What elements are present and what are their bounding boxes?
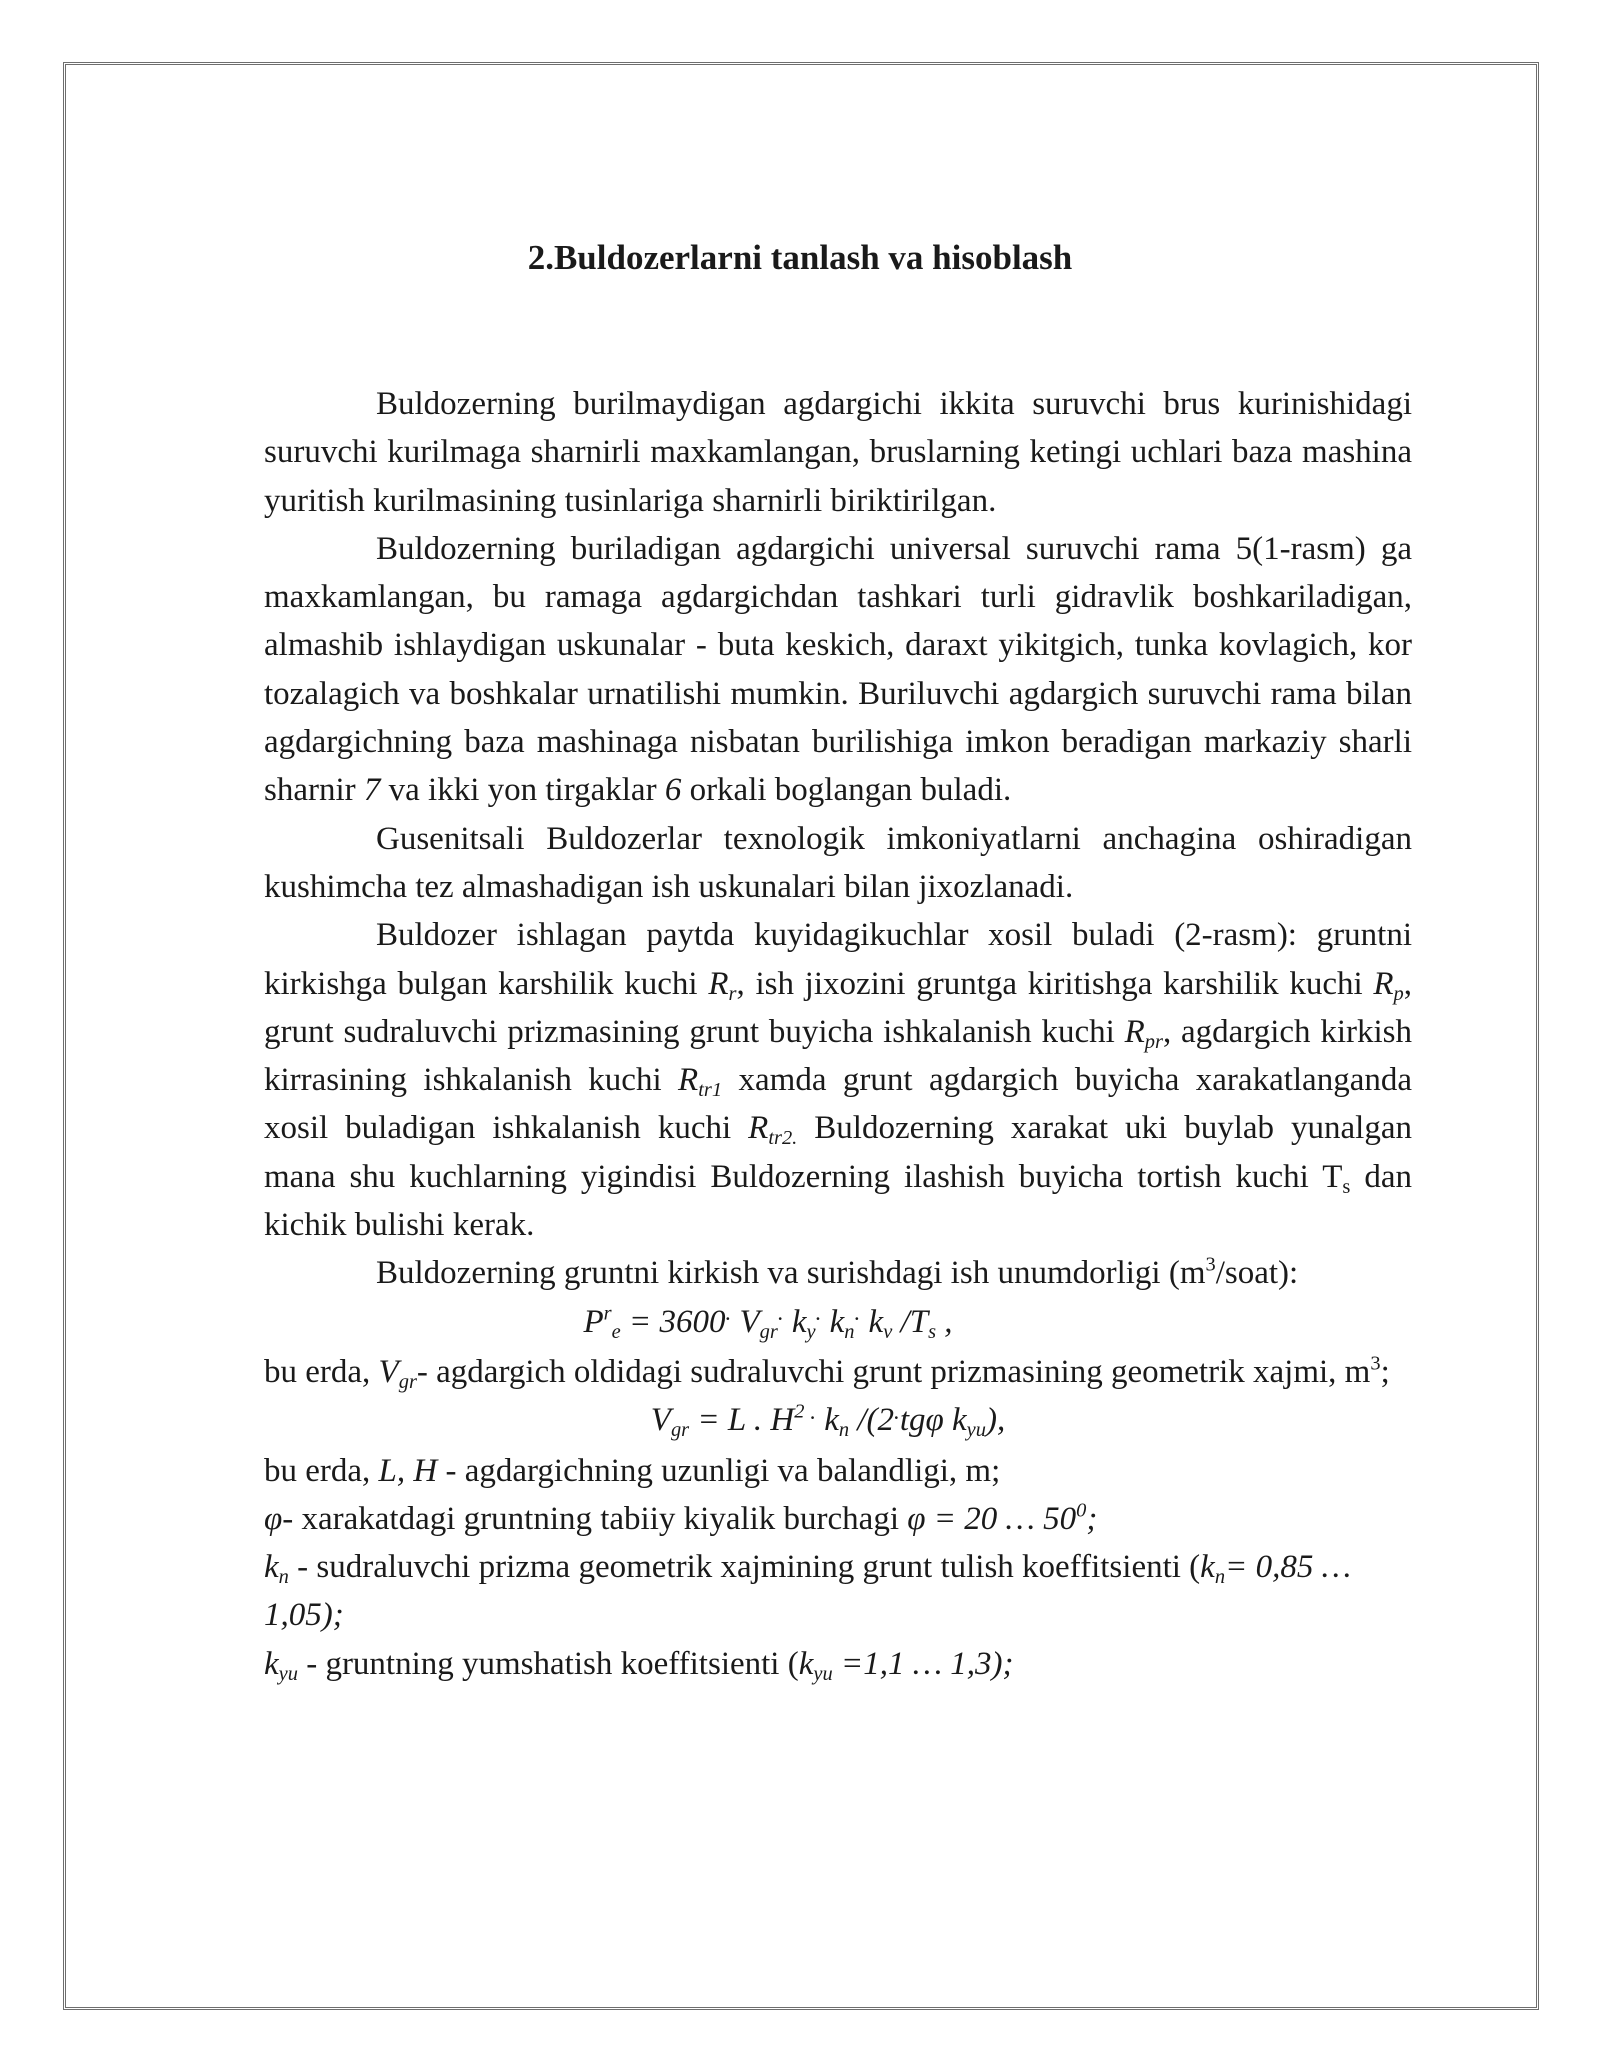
paragraph-4-text-g: dan kichik bulishi kerak. [264,1158,1412,1244]
f1-p: P [583,1303,604,1340]
paragraph-4-text-e: xamda grunt agdargich buyicha xarakatlanganda xosil buladigan ishkalanish kuchi [264,1062,1412,1147]
paragraph-5-text-b: /soat): [1215,1255,1299,1292]
f2-h-sup: 2 [794,1400,805,1423]
f1-eq: = 3600 [620,1303,726,1340]
definition-kyu [264,1640,1412,1688]
f1-dot-3: . [815,1299,822,1326]
d3-range: = 20 … 50 [925,1500,1077,1537]
paragraph-5 [264,1249,1412,1297]
d4-k-2: k [1200,1549,1215,1586]
f1-dot-2: . [777,1299,784,1326]
f2-text-b: /(2 [849,1402,895,1439]
f1-dot-4: . [854,1299,861,1326]
d4-k: k [264,1549,279,1586]
d5-k: k [264,1645,279,1682]
formula-volume [264,1396,1412,1446]
d3-phi: φ [264,1500,283,1537]
f1-ts-sub: s [928,1320,937,1343]
f1-kn: k [821,1303,845,1340]
symbol-r-tr1: R [678,1062,699,1099]
f1-ky-sub: y [806,1320,816,1343]
definition-phi [264,1495,1412,1543]
d5-range: =1,1 … 1,3); [832,1645,1014,1682]
d1-text-b: - agdargich oldidagi sudraluvchi grunt prizmasining geometrik xajmi, m [416,1353,1371,1390]
d2-text-a: bu erda, [264,1452,379,1489]
paragraph-4 [264,911,1412,1249]
paragraph-5-sup: 3 [1205,1254,1216,1277]
d3-sup: 0 [1076,1499,1087,1522]
symbol-r-p: R [1373,965,1394,1002]
f2-k: k [943,1402,967,1439]
figure-ref-6: 6 [664,772,682,809]
d2-lh: L, H [378,1452,438,1489]
d2-text-b: - agdargichning uzunligi va balandligi, m; [437,1452,1001,1489]
f1-dot-1: . [725,1299,732,1326]
f1-kn-sub: n [844,1320,855,1343]
d4-k-sub: n [278,1566,289,1589]
paragraph-1 [264,380,1412,525]
page-title: 2.Buldozerlarni tanlash va hisoblash [527,238,1073,277]
symbol-r-r-sub: r [728,982,737,1005]
paragraph-5-text-a: Buldozerning gruntni kirkish va surishdagi ish unumdorligi (m [376,1255,1206,1292]
paragraph-2-text-b: va ikki yon tirgaklar [380,772,665,809]
f2-v: V [650,1402,671,1439]
f2-dot-2: . [894,1397,900,1424]
figure-ref-7: 7 [363,772,381,809]
d4-range: = 0,85 … 1,05); [264,1549,1351,1634]
f1-v-sub: gr [759,1320,778,1343]
symbol-r-tr2: R [748,1110,769,1147]
f2-tg: tg [899,1402,926,1439]
definition-vgr [264,1348,1412,1396]
f1-kv-sub: v [883,1320,893,1343]
f1-end: , [936,1303,953,1340]
symbol-r-r: R [708,965,729,1002]
paragraph-2-text-a: Buldozerning buriladigan agdargichi universal suruvchi rama 5(1-rasm) ga maxkamlangan, bu ramaga agdargichdan tashkari turli gidravlik boshkariladigan, almashib ishlaydigan uskunalar - buta keskich, daraxt yikitgich, tunka kovlagich, kor tozalagich va boshkalar urnatilishi mumkin. Buriluvchi agdargich suruvchi rama bilan agdargichning baza mashinaga nisbatan burilishiga imkon beradigan markaziy sharli sharnir [264,530,1412,809]
f2-v-sub: gr [670,1419,690,1442]
f2-kn-sub: n [838,1419,850,1442]
definition-lh [264,1447,1412,1495]
paragraph-4-text-a: Buldozer ishlagan paytda kuyidagikuchlar xosil buladi (2-rasm): gruntni kirkishga bulgan karshilik kuchi [264,917,1412,1002]
f1-v: V [731,1303,760,1340]
f2-k-sub: yu [966,1419,986,1442]
d5-k-2-sub: yu [813,1662,833,1685]
d1-v: V [378,1353,399,1390]
symbol-r-p-sub: p [1393,982,1404,1005]
paragraph-2 [264,525,1412,815]
f2-text-a: = L . H [689,1402,795,1439]
d3-text-a: - xarakatdagi gruntning tabiiy kiyalik burchagi [282,1500,908,1537]
symbol-r-tr2-sub: tr2. [768,1127,798,1150]
d4-k-2-sub: n [1214,1566,1226,1589]
symbol-r-pr: R [1124,1013,1145,1050]
formula-productivity [264,1298,1412,1348]
document-body [264,380,1412,1688]
d5-k-2: k [798,1645,814,1682]
f1-ts: /T [892,1303,929,1340]
symbol-r-pr-sub: pr [1144,1030,1163,1053]
f2-end: ), [985,1402,1006,1439]
paragraph-2-text-c: orkali boglangan buladi. [681,772,1012,809]
d5-k-sub: yu [278,1662,298,1685]
paragraph-4-text-f: Buldozerning xarakat uki buylab yunalgan mana shu kuchlarning yigindisi Buldozerning ilashish buyicha tortish kuchi T [264,1110,1412,1195]
paragraph-4-text-d: , agdargich kirkish kirrasining ishkalanish kuchi [264,1013,1412,1099]
d1-v-sub: gr [398,1371,417,1394]
d3-end: ; [1086,1500,1098,1537]
f2-dot-1: . [804,1397,816,1424]
symbol-ts-sub: s [1342,1175,1351,1198]
paragraph-4-text-b: , ish jixozini gruntga kiritishga karshilik kuchi [736,965,1374,1002]
paragraph-3 [264,815,1412,912]
f1-p-sup: r [603,1302,612,1325]
f2-phi: φ [925,1402,944,1439]
f1-kv: k [860,1303,884,1340]
d4-text-a: - sudraluvchi prizma geometrik xajmining grunt tulish koeffitsienti ( [288,1549,1201,1586]
d1-sup: 3 [1370,1352,1381,1375]
d1-text-a: bu erda, [264,1353,379,1390]
d5-text-a: - gruntning yumshatish koeffitsienti ( [297,1645,799,1682]
paragraph-3-text: Gusenitsali Buldozerlar texnologik imkoniyatlarni anchagina oshiradigan kushimcha tez almashadigan ish uskunalari bilan jixozlanadi. [264,820,1412,905]
d3-phi-2: φ [907,1500,926,1537]
paragraph-1-text: Buldozerning burilmaydigan agdargichi ikkita suruvchi brus kurinishidagi suruvchi kurilmaga sharnirli maxkamlangan, bruslarning ketingi uchlari baza mashina yuritish kurilmasining tusinlariga sharnirli biriktirilgan. [264,386,1412,519]
f2-kn: k [816,1402,839,1439]
f1-ky: k [783,1303,807,1340]
definition-kn [264,1543,1412,1640]
f1-p-sub: e [611,1320,621,1343]
d1-text-c: ; [1380,1353,1390,1390]
symbol-r-tr1-sub: tr1 [698,1079,723,1102]
paragraph-4-text-c: , grunt sudraluvchi prizmasining grunt buyicha ishkalanish kuchi [264,965,1412,1050]
